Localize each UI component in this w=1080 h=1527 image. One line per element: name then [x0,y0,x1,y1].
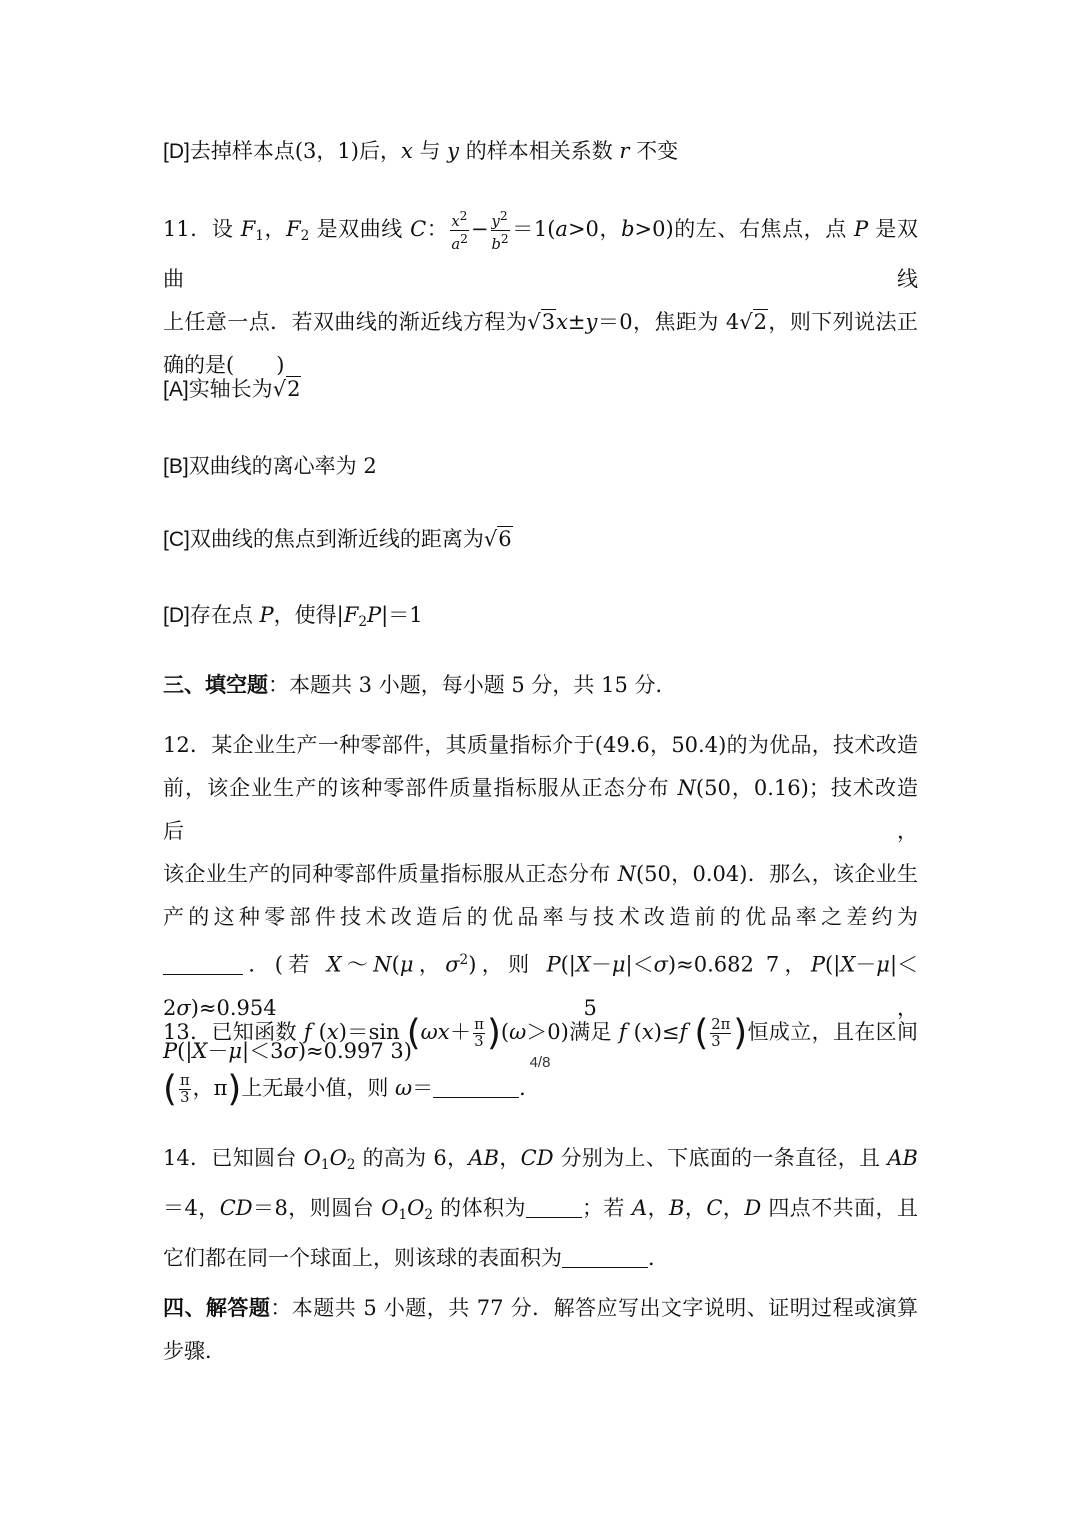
option-tag: [B] [163,455,189,478]
section-description: ：本题共 3 小题，每小题 5 分，共 15 分． [268,673,677,697]
question-11: 11．设 $F_1$，$F_2$ 是双曲线 C： $\frac{x^2}{a^2}$ − $\frac{y^2}{b^2}$ ＝1(a>0，b>0)的左、右焦点，点 P 是双曲线 上任意一点．若双曲线的渐近线方程为√3x±y＝0，焦距为 4√2，则下列说法正 确的是( ) [163,209,919,378]
section-3-heading [163,663,918,707]
option-tag: [D] [163,604,190,627]
option-tag: [A] [163,378,189,401]
option-tag: [D] [163,140,190,163]
q11-option-d: [D]存在点 P，使得$|F_2P|=1$ [163,603,423,631]
question-number: 14． [163,1146,212,1170]
question-number: 12． [163,733,212,757]
prev-option-d: [D]去掉样本点(3，1)后，x 与 y 的样本相关系数 r 不变 [163,139,679,163]
question-13: 13．已知函数 f (x)＝sin (ωx＋ $\frac{\pi}{3}$ )(ω＞0)满足 f (x)≤f ( $\frac{2\pi}{3}$ )恒成立，且在区间 ( $\frac{\pi}{3}$ ，π)上无最小值，则 ω＝ ． [163,1012,919,1110]
page-number: 4/8 [529,1054,551,1071]
q11-option-c: [C]双曲线的焦点到渐近线的距离为√6 [163,527,512,551]
section-title: 三、填空题 [163,672,268,697]
section-4-heading: 四、解答题：本题共 5 小题，共 77 分．解答应写出文字说明、证明过程或演算 步骤． [163,1295,919,1363]
question-number: 11． [163,217,212,242]
q11-option-b: [B]双曲线的离心率为 2 [163,454,377,478]
question-12: 12．某企业生产一种零部件，其质量指标介于(49.6，50.4)的为优品，技术改造 前，该企业生产的该种零部件质量指标服从正态分布 N(50，0.16)；技术改造后， 该企业生产的同种零部件质量指标服从正态分布 N(50，0.04)．那么，该企业生 产的这种零部件技术改造后的优品率与技术改造前的优品率之差约为 ．(若 X～N(μ，$\sigma^2$)，则 P(|X－μ|＜σ)≈0.682 7，P(|X－μ|＜2σ)≈0.954 5， P(|X－μ|＜3σ)≈0.997 3) [163,733,919,1063]
question-number: 13． [163,1020,212,1044]
question-14: 14．已知圆台 $O_1O_2$ 的高为 6，AB，CD 分别为上、下底面的一条直径，且 AB ＝4，CD＝8，则圆台 $O_1O_2$ 的体积为 ；若 A，B，C，D 四点不共面，且 它们都在同一个球面上，则该球的表面积为 ． [163,1146,918,1271]
section-title: 四、解答题 [163,1295,271,1320]
q11-option-a: [A]实轴长为√2 [163,377,301,401]
option-tag: [C] [163,528,190,551]
